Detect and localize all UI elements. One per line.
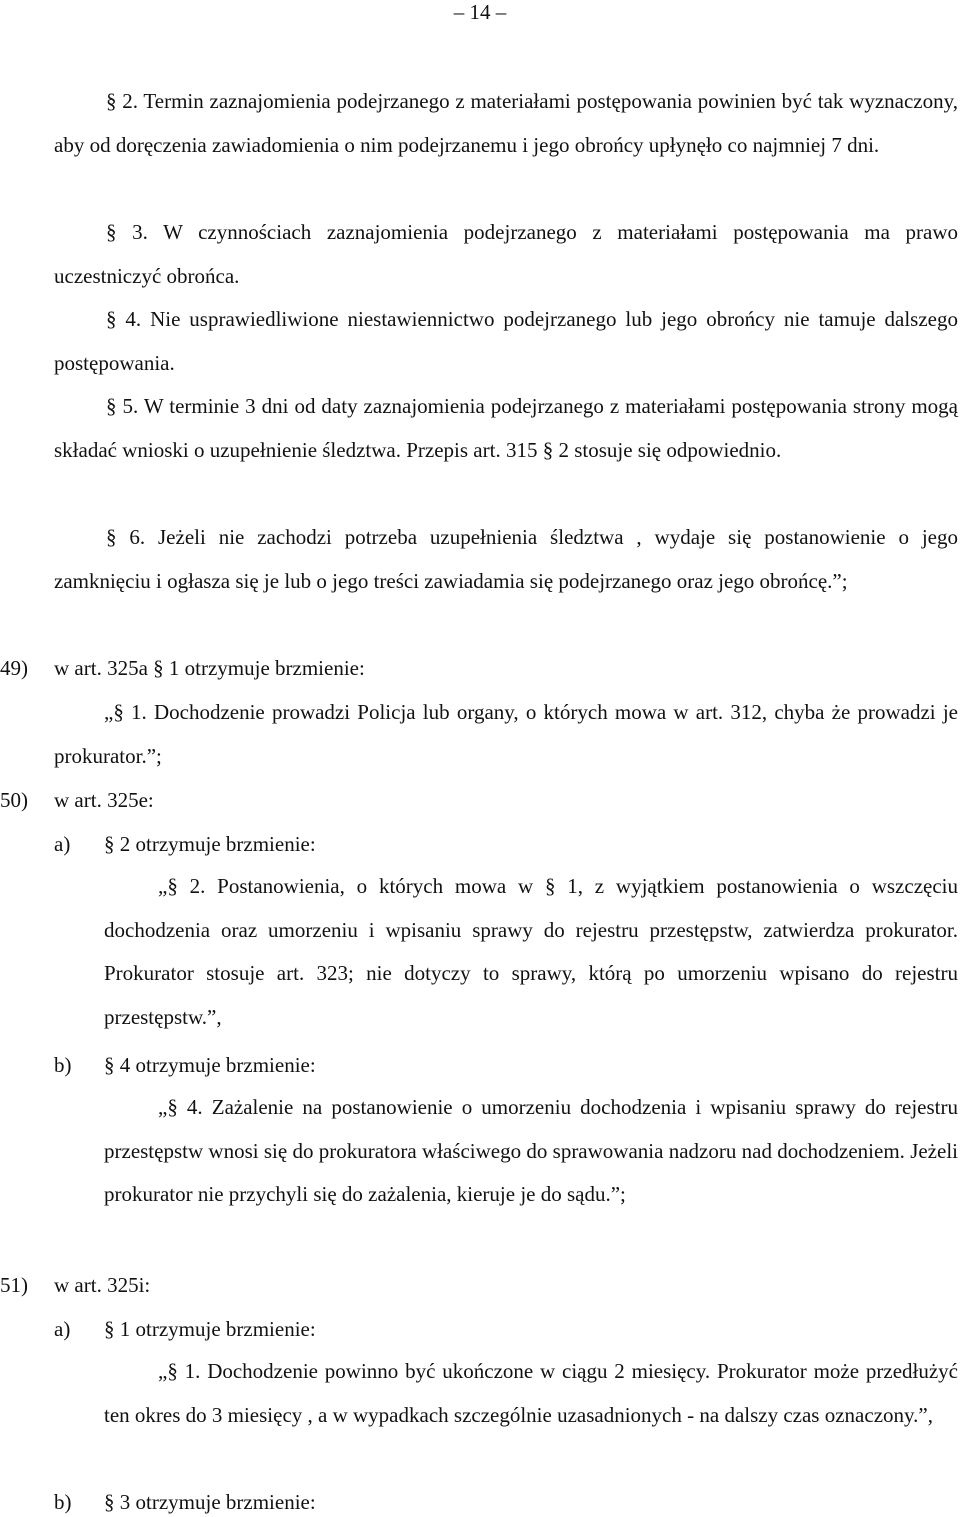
item-number-51: 51) xyxy=(0,1273,28,1297)
quote-51a: „§ 1. Dochodzenie powinno być ukończone w ciągu 2 miesięcy. Prokurator może przedłużyć ten okres do 3 miesięcy , a w wypadkach szczególnie uzasadnionych - na dalszy czas oznaczony.”, xyxy=(104,1359,958,1427)
sub-b-label-51: b) xyxy=(54,1490,72,1514)
paragraph-5: § 5. W terminie 3 dni od daty zaznajomienia podejrzanego z materiałami postępowania strony mogą składać wnioski o uzupełnienie śledztwa. Przepis art. 315 § 2 stosuje się odpowiednio. xyxy=(54,394,958,462)
quote-50b: „§ 4. Zażalenie na postanowienie o umorzeniu dochodzenia i wpisaniu sprawy do rejestru przestępstw wnosi się do prokuratora właściwego do sprawowania nadzoru nad dochodzeniem. Jeżeli prokurator nie przychyli się do zażalenia, kieruje je do sądu.”; xyxy=(104,1095,958,1206)
paragraph-6: § 6. Jeżeli nie zachodzi potrzeba uzupełnienia śledztwa , wydaje się postanowienie o jego zamknięciu i ogłasza się je lub o jego treści zawiadamia się podejrzanego oraz jego obrońcę.”; xyxy=(54,525,958,593)
quote-50a: „§ 2. Postanowienia, o których mowa w § 1, z wyjątkiem postanowienia o wszczęciu dochodzenia oraz umorzeniu i wpisaniu sprawy do rejestru przestępstw, zatwierdza prokurator. Prokurator stosuje art. 323; nie dotyczy to sprawy, którą po umorzeniu wpisano do rejestru przestępstw.”, xyxy=(104,874,958,1029)
item-text-50: w art. 325e: xyxy=(54,788,154,812)
item-number-50: 50) xyxy=(0,788,28,812)
page-number: – 14 – xyxy=(453,0,507,24)
sub-b-text-50: § 4 otrzymuje brzmienie: xyxy=(104,1053,316,1077)
item-number-49: 49) xyxy=(0,656,28,680)
sub-a-label-50: a) xyxy=(54,832,71,856)
item-text-49: w art. 325a § 1 otrzymuje brzmienie: xyxy=(54,656,365,680)
sub-a-text-50: § 2 otrzymuje brzmienie: xyxy=(104,832,316,856)
paragraph-2: § 2. Termin zaznajomienia podejrzanego z materiałami postępowania powinien być tak wyznaczony, aby od doręczenia zawiadomienia o nim podejrzanemu i jego obrońcy upłynęło co najmniej 7 dni. xyxy=(54,89,958,157)
sub-a-text-51: § 1 otrzymuje brzmienie: xyxy=(104,1317,316,1341)
sub-b-text-51: § 3 otrzymuje brzmienie: xyxy=(104,1490,316,1514)
quote-49: „§ 1. Dochodzenie prowadzi Policja lub organy, o których mowa w art. 312, chyba że prowadzi je prokurator.”; xyxy=(54,700,958,768)
paragraph-4: § 4. Nie usprawiedliwione niestawiennictwo podejrzanego lub jego obrońcy nie tamuje dalszego postępowania. xyxy=(54,307,958,375)
item-text-51: w art. 325i: xyxy=(54,1273,151,1297)
paragraph-3: § 3. W czynnościach zaznajomienia podejrzanego z materiałami postępowania ma prawo uczestniczyć obrońca. xyxy=(54,220,958,288)
sub-b-label-50: b) xyxy=(54,1053,72,1077)
sub-a-label-51: a) xyxy=(54,1317,71,1341)
